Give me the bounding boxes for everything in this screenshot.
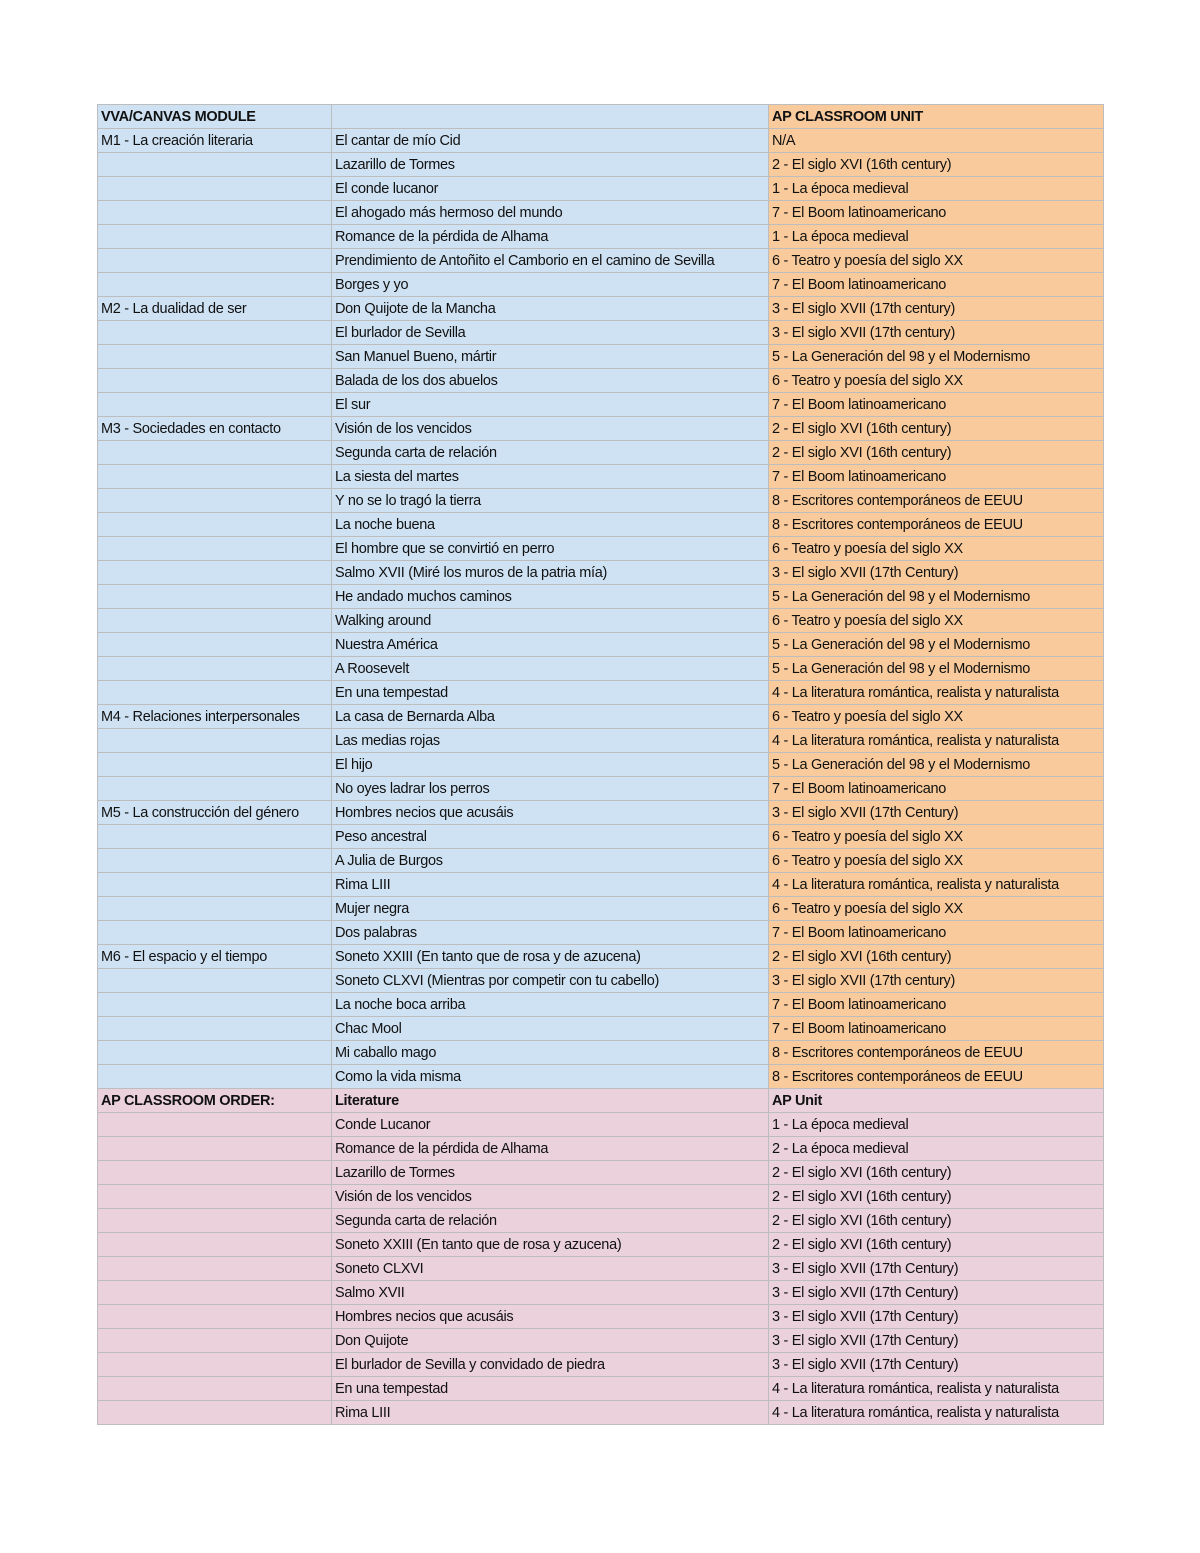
literature-cell[interactable]: Prendimiento de Antoñito el Camborio en el camino de Sevilla — [332, 249, 769, 273]
module-cell[interactable] — [98, 441, 332, 465]
unit-cell[interactable]: 6 - Teatro y poesía del siglo XX — [769, 537, 1104, 561]
module-cell[interactable] — [98, 225, 332, 249]
module-row — [98, 753, 1104, 777]
module-cell[interactable] — [98, 777, 332, 801]
unit-cell[interactable]: 5 - La Generación del 98 y el Modernismo — [769, 753, 1104, 777]
unit-cell[interactable]: 6 - Teatro y poesía del siglo XX — [769, 705, 1104, 729]
module-cell[interactable] — [98, 849, 332, 873]
module-cell[interactable] — [98, 321, 332, 345]
unit-cell[interactable]: 2 - El siglo XVI (16th century) — [769, 1185, 1104, 1209]
order-row — [98, 1305, 1104, 1329]
module-cell[interactable] — [98, 393, 332, 417]
module-cell[interactable] — [98, 561, 332, 585]
unit-cell[interactable]: 7 - El Boom latinoamericano — [769, 273, 1104, 297]
unit-cell[interactable]: 7 - El Boom latinoamericano — [769, 201, 1104, 225]
literature-cell[interactable]: He andado muchos caminos — [332, 585, 769, 609]
module-cell[interactable] — [98, 1353, 332, 1377]
unit-cell[interactable]: 5 - La Generación del 98 y el Modernismo — [769, 657, 1104, 681]
order-row — [98, 1161, 1104, 1185]
module-cell[interactable] — [98, 1377, 332, 1401]
literature-cell[interactable]: Nuestra América — [332, 633, 769, 657]
module-cell[interactable] — [98, 489, 332, 513]
unit-cell[interactable]: 3 - El siglo XVII (17th Century) — [769, 801, 1104, 825]
literature-cell[interactable]: No oyes ladrar los perros — [332, 777, 769, 801]
spreadsheet-table — [97, 104, 1104, 1425]
module-row — [98, 729, 1104, 753]
unit-cell[interactable]: 2 - El siglo XVI (16th century) — [769, 1209, 1104, 1233]
unit-cell[interactable]: 7 - El Boom latinoamericano — [769, 777, 1104, 801]
module-cell[interactable]: M3 - Sociedades en contacto — [98, 417, 332, 441]
module-cell[interactable] — [98, 1161, 332, 1185]
module-row — [98, 177, 1104, 201]
unit-cell[interactable]: 3 - El siglo XVII (17th Century) — [769, 1257, 1104, 1281]
unit-cell[interactable]: 5 - La Generación del 98 y el Modernismo — [769, 585, 1104, 609]
header-row — [98, 105, 1104, 129]
unit-cell[interactable]: 4 - La literatura romántica, realista y naturalista — [769, 681, 1104, 705]
literature-cell[interactable]: El ahogado más hermoso del mundo — [332, 201, 769, 225]
order-row — [98, 1329, 1104, 1353]
literature-cell[interactable]: Soneto XXIII (En tanto que de rosa y azucena) — [332, 1233, 769, 1257]
module-cell[interactable] — [98, 1065, 332, 1089]
unit-cell[interactable]: 6 - Teatro y poesía del siglo XX — [769, 249, 1104, 273]
module-cell[interactable] — [98, 1281, 332, 1305]
module-row — [98, 129, 1104, 153]
literature-cell[interactable]: La casa de Bernarda Alba — [332, 705, 769, 729]
module-cell[interactable]: M1 - La creación literaria — [98, 129, 332, 153]
unit-cell[interactable]: 6 - Teatro y poesía del siglo XX — [769, 897, 1104, 921]
literature-cell[interactable]: Balada de los dos abuelos — [332, 369, 769, 393]
literature-cell[interactable]: Peso ancestral — [332, 825, 769, 849]
order-row — [98, 1401, 1104, 1425]
module-row — [98, 801, 1104, 825]
literature-cell[interactable]: El sur — [332, 393, 769, 417]
unit-cell[interactable]: 6 - Teatro y poesía del siglo XX — [769, 849, 1104, 873]
unit-cell[interactable]: 3 - El siglo XVII (17th Century) — [769, 1329, 1104, 1353]
module-row — [98, 849, 1104, 873]
literature-cell[interactable]: Lazarillo de Tormes — [332, 1161, 769, 1185]
module-row — [98, 681, 1104, 705]
module-row — [98, 777, 1104, 801]
order-header-row — [98, 1089, 1104, 1113]
module-cell[interactable] — [98, 153, 332, 177]
literature-cell[interactable]: Mujer negra — [332, 897, 769, 921]
module-cell[interactable] — [98, 345, 332, 369]
literature-cell[interactable]: Las medias rojas — [332, 729, 769, 753]
module-cell[interactable] — [98, 537, 332, 561]
literature-cell[interactable]: El hijo — [332, 753, 769, 777]
literature-cell[interactable]: Soneto XXIII (En tanto que de rosa y de azucena) — [332, 945, 769, 969]
order-row — [98, 1281, 1104, 1305]
module-row — [98, 225, 1104, 249]
literature-cell[interactable]: Walking around — [332, 609, 769, 633]
module-cell[interactable] — [98, 897, 332, 921]
unit-cell[interactable]: 7 - El Boom latinoamericano — [769, 465, 1104, 489]
module-cell[interactable] — [98, 921, 332, 945]
literature-cell[interactable]: San Manuel Bueno, mártir — [332, 345, 769, 369]
literature-cell[interactable]: Salmo XVII (Miré los muros de la patria mía) — [332, 561, 769, 585]
unit-cell[interactable]: 3 - El siglo XVII (17th century) — [769, 321, 1104, 345]
module-cell[interactable]: M4 - Relaciones interpersonales — [98, 705, 332, 729]
unit-cell[interactable]: N/A — [769, 129, 1104, 153]
module-cell[interactable] — [98, 201, 332, 225]
literature-cell[interactable]: Salmo XVII — [332, 1281, 769, 1305]
unit-cell[interactable]: 4 - La literatura romántica, realista y naturalista — [769, 729, 1104, 753]
module-cell[interactable] — [98, 465, 332, 489]
unit-cell[interactable]: 5 - La Generación del 98 y el Modernismo — [769, 345, 1104, 369]
unit-cell[interactable]: 3 - El siglo XVII (17th century) — [769, 297, 1104, 321]
unit-cell[interactable]: 4 - La literatura romántica, realista y naturalista — [769, 873, 1104, 897]
module-row — [98, 921, 1104, 945]
literature-cell[interactable]: Y no se lo tragó la tierra — [332, 489, 769, 513]
literature-cell[interactable]: Romance de la pérdida de Alhama — [332, 225, 769, 249]
header-literature-cell[interactable] — [332, 105, 769, 129]
module-cell[interactable] — [98, 657, 332, 681]
order-unit-header-cell[interactable]: AP Unit — [769, 1089, 1104, 1113]
order-row — [98, 1377, 1104, 1401]
unit-cell[interactable]: 2 - El siglo XVI (16th century) — [769, 441, 1104, 465]
module-row — [98, 897, 1104, 921]
module-cell[interactable] — [98, 369, 332, 393]
unit-cell[interactable]: 7 - El Boom latinoamericano — [769, 993, 1104, 1017]
literature-cell[interactable]: El cantar de mío Cid — [332, 129, 769, 153]
unit-cell[interactable]: 1 - La época medieval — [769, 177, 1104, 201]
module-cell[interactable] — [98, 177, 332, 201]
literature-cell[interactable]: En una tempestad — [332, 1377, 769, 1401]
literature-cell[interactable]: Don Quijote — [332, 1329, 769, 1353]
module-row — [98, 825, 1104, 849]
module-cell[interactable] — [98, 1329, 332, 1353]
module-row — [98, 369, 1104, 393]
module-row — [98, 537, 1104, 561]
literature-cell[interactable]: Dos palabras — [332, 921, 769, 945]
module-cell[interactable] — [98, 873, 332, 897]
module-cell[interactable] — [98, 273, 332, 297]
unit-cell[interactable]: 8 - Escritores contemporáneos de EEUU — [769, 513, 1104, 537]
order-literature-header-cell[interactable]: Literature — [332, 1089, 769, 1113]
module-cell[interactable] — [98, 513, 332, 537]
order-row — [98, 1209, 1104, 1233]
module-row — [98, 249, 1104, 273]
module-row — [98, 489, 1104, 513]
module-cell[interactable] — [98, 1209, 332, 1233]
literature-cell[interactable]: A Roosevelt — [332, 657, 769, 681]
unit-cell[interactable]: 3 - El siglo XVII (17th Century) — [769, 1281, 1104, 1305]
unit-cell[interactable]: 6 - Teatro y poesía del siglo XX — [769, 609, 1104, 633]
unit-cell[interactable]: 3 - El siglo XVII (17th Century) — [769, 1353, 1104, 1377]
unit-cell[interactable]: 7 - El Boom latinoamericano — [769, 1017, 1104, 1041]
header-unit-cell[interactable]: AP CLASSROOM UNIT — [769, 105, 1104, 129]
literature-cell[interactable]: Soneto CLXVI — [332, 1257, 769, 1281]
literature-cell[interactable]: La noche boca arriba — [332, 993, 769, 1017]
module-row — [98, 513, 1104, 537]
literature-cell[interactable]: Soneto CLXVI (Mientras por competir con tu cabello) — [332, 969, 769, 993]
order-row — [98, 1137, 1104, 1161]
order-row — [98, 1353, 1104, 1377]
unit-cell[interactable]: 2 - El siglo XVI (16th century) — [769, 945, 1104, 969]
module-cell[interactable] — [98, 969, 332, 993]
header-module-cell[interactable]: VVA/CANVAS MODULE — [98, 105, 332, 129]
unit-cell[interactable]: 1 - La época medieval — [769, 1113, 1104, 1137]
literature-cell[interactable]: Borges y yo — [332, 273, 769, 297]
unit-cell[interactable]: 8 - Escritores contemporáneos de EEUU — [769, 1065, 1104, 1089]
module-row — [98, 969, 1104, 993]
module-cell[interactable]: M5 - La construcción del género — [98, 801, 332, 825]
literature-cell[interactable]: Visión de los vencidos — [332, 1185, 769, 1209]
module-row — [98, 657, 1104, 681]
unit-cell[interactable]: 4 - La literatura romántica, realista y naturalista — [769, 1401, 1104, 1425]
literature-cell[interactable]: A Julia de Burgos — [332, 849, 769, 873]
module-row — [98, 561, 1104, 585]
module-cell[interactable] — [98, 1017, 332, 1041]
order-row — [98, 1257, 1104, 1281]
module-cell[interactable] — [98, 1305, 332, 1329]
module-cell[interactable] — [98, 825, 332, 849]
unit-cell[interactable]: 3 - El siglo XVII (17th century) — [769, 969, 1104, 993]
module-cell[interactable] — [98, 993, 332, 1017]
module-cell[interactable] — [98, 1401, 332, 1425]
literature-cell[interactable]: El hombre que se convirtió en perro — [332, 537, 769, 561]
module-cell[interactable] — [98, 681, 332, 705]
unit-cell[interactable]: 7 - El Boom latinoamericano — [769, 921, 1104, 945]
module-cell[interactable] — [98, 1137, 332, 1161]
module-row — [98, 441, 1104, 465]
module-row — [98, 1041, 1104, 1065]
spreadsheet-body — [98, 105, 1104, 1425]
module-cell[interactable]: M2 - La dualidad de ser — [98, 297, 332, 321]
literature-cell[interactable]: Conde Lucanor — [332, 1113, 769, 1137]
unit-cell[interactable]: 2 - El siglo XVI (16th century) — [769, 417, 1104, 441]
literature-cell[interactable]: Chac Mool — [332, 1017, 769, 1041]
literature-cell[interactable]: La noche buena — [332, 513, 769, 537]
unit-cell[interactable]: 3 - El siglo XVII (17th Century) — [769, 1305, 1104, 1329]
literature-cell[interactable]: Lazarillo de Tormes — [332, 153, 769, 177]
module-cell[interactable] — [98, 609, 332, 633]
module-row — [98, 705, 1104, 729]
module-row — [98, 633, 1104, 657]
unit-cell[interactable]: 5 - La Generación del 98 y el Modernismo — [769, 633, 1104, 657]
unit-cell[interactable]: 4 - La literatura romántica, realista y naturalista — [769, 1377, 1104, 1401]
literature-cell[interactable]: Visión de los vencidos — [332, 417, 769, 441]
module-cell[interactable] — [98, 729, 332, 753]
module-cell[interactable] — [98, 1233, 332, 1257]
unit-cell[interactable]: 7 - El Boom latinoamericano — [769, 393, 1104, 417]
module-cell[interactable] — [98, 249, 332, 273]
module-row — [98, 297, 1104, 321]
unit-cell[interactable]: 2 - El siglo XVI (16th century) — [769, 1161, 1104, 1185]
literature-cell[interactable]: La siesta del martes — [332, 465, 769, 489]
unit-cell[interactable]: 6 - Teatro y poesía del siglo XX — [769, 369, 1104, 393]
literature-cell[interactable]: Rima LIII — [332, 873, 769, 897]
unit-cell[interactable]: 2 - El siglo XVI (16th century) — [769, 1233, 1104, 1257]
module-row — [98, 417, 1104, 441]
module-row — [98, 873, 1104, 897]
module-row — [98, 273, 1104, 297]
literature-cell[interactable]: En una tempestad — [332, 681, 769, 705]
literature-cell[interactable]: Segunda carta de relación — [332, 1209, 769, 1233]
unit-cell[interactable]: 8 - Escritores contemporáneos de EEUU — [769, 1041, 1104, 1065]
module-row — [98, 465, 1104, 489]
module-cell[interactable] — [98, 585, 332, 609]
module-cell[interactable] — [98, 1113, 332, 1137]
module-row — [98, 1017, 1104, 1041]
module-cell[interactable] — [98, 1257, 332, 1281]
module-row — [98, 1065, 1104, 1089]
module-row — [98, 585, 1104, 609]
literature-cell[interactable]: El conde lucanor — [332, 177, 769, 201]
module-cell[interactable] — [98, 753, 332, 777]
module-row — [98, 609, 1104, 633]
module-cell[interactable] — [98, 1185, 332, 1209]
unit-cell[interactable]: 2 - El siglo XVI (16th century) — [769, 153, 1104, 177]
literature-cell[interactable]: Romance de la pérdida de Alhama — [332, 1137, 769, 1161]
module-row — [98, 201, 1104, 225]
literature-cell[interactable]: Como la vida misma — [332, 1065, 769, 1089]
literature-cell[interactable]: Rima LIII — [332, 1401, 769, 1425]
literature-cell[interactable]: Hombres necios que acusáis — [332, 801, 769, 825]
module-row — [98, 393, 1104, 417]
unit-cell[interactable]: 2 - La época medieval — [769, 1137, 1104, 1161]
literature-cell[interactable]: Mi caballo mago — [332, 1041, 769, 1065]
module-row — [98, 345, 1104, 369]
literature-cell[interactable]: Segunda carta de relación — [332, 441, 769, 465]
module-cell[interactable] — [98, 633, 332, 657]
module-row — [98, 945, 1104, 969]
module-cell[interactable] — [98, 1041, 332, 1065]
module-row — [98, 153, 1104, 177]
unit-cell[interactable]: 8 - Escritores contemporáneos de EEUU — [769, 489, 1104, 513]
unit-cell[interactable]: 6 - Teatro y poesía del siglo XX — [769, 825, 1104, 849]
literature-cell[interactable]: El burlador de Sevilla — [332, 321, 769, 345]
literature-cell[interactable]: El burlador de Sevilla y convidado de piedra — [332, 1353, 769, 1377]
order-row — [98, 1113, 1104, 1137]
unit-cell[interactable]: 1 - La época medieval — [769, 225, 1104, 249]
order-title-cell[interactable]: AP CLASSROOM ORDER: — [98, 1089, 332, 1113]
unit-cell[interactable]: 3 - El siglo XVII (17th Century) — [769, 561, 1104, 585]
order-row — [98, 1185, 1104, 1209]
module-row — [98, 321, 1104, 345]
order-row — [98, 1233, 1104, 1257]
module-row — [98, 993, 1104, 1017]
literature-cell[interactable]: Hombres necios que acusáis — [332, 1305, 769, 1329]
module-cell[interactable]: M6 - El espacio y el tiempo — [98, 945, 332, 969]
literature-cell[interactable]: Don Quijote de la Mancha — [332, 297, 769, 321]
